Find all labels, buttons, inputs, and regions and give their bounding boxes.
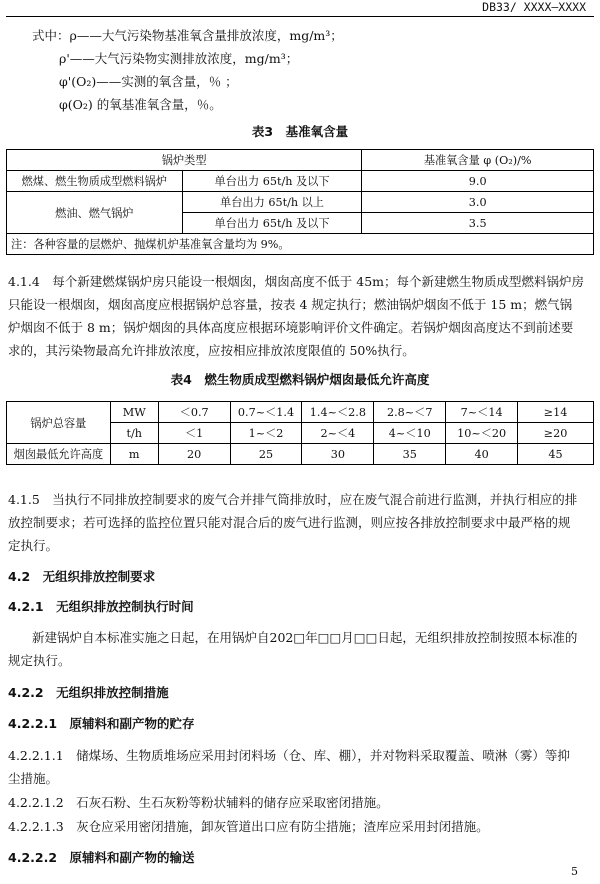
para-4-1-4-line-2: 只能设一根烟囱，烟囱高度应根据锅炉总容量，按表 4 规定执行；燃油锅炉烟囱不低于 15 m；燃气锅: [8, 297, 573, 312]
table3-cell: 燃油、燃气锅炉: [7, 192, 183, 234]
para-4-1-5-line-3: 定执行。: [8, 538, 59, 553]
table4-cell: 0.7~＜1.4: [230, 402, 302, 423]
table3-cell: 单台出力 65t/h 及以下: [182, 171, 362, 192]
formula-note-1: 式中：ρ——大气污染物基准氧含量排放浓度，mg/m³；: [32, 28, 343, 43]
table4: [6, 401, 594, 465]
table3-caption: 表3 基准氧含量: [251, 124, 349, 139]
para-4-1-4-line-4: 求的，其污染物最高允许排放浓度，应按相应排放浓度限值的 50%执行。: [8, 343, 415, 358]
table3-cell: 3.5: [362, 213, 594, 234]
para-4-2-2-1-3: 4.2.2.1.3 灰仓应采用密闭措施，卸灰管道出口应有防尘措施；渣库应采用封闭措施。: [8, 819, 489, 834]
table4-cell: 1.4~＜2.8: [302, 402, 374, 423]
table4-cell: 40: [446, 444, 518, 465]
page-number: 5: [571, 865, 578, 878]
section-4-2-2-2-heading: 4.2.2.2 原辅料和副产物的输送: [8, 850, 195, 865]
table4-unit-th: t/h: [110, 423, 158, 444]
table4-cell: ≥20: [518, 423, 594, 444]
table4-cell: 2~＜4: [302, 423, 374, 444]
table4-cell: 25: [230, 444, 302, 465]
para-4-2-2-1-2: 4.2.2.1.2 石灰石粉、生石灰粉等粉状辅料的储存应采取密闭措施。: [8, 795, 389, 810]
formula-note-4: φ(O₂) 的氧基准氧含量，％。: [59, 97, 222, 112]
table3-cell: 单台出力 65t/h 及以下: [182, 213, 362, 234]
table4-height-label: 烟囱最低允许高度: [7, 444, 111, 465]
table4-cell: 45: [518, 444, 594, 465]
para-4-2-1-line-1: 新建锅炉自本标准实施之日起，在用锅炉自202□年□□月□□日起，无组织排放控制按照本标准的: [32, 630, 578, 645]
table3-cell: 9.0: [362, 171, 594, 192]
table4-cell: 7~＜14: [446, 402, 518, 423]
table4-unit-mw: MW: [110, 402, 158, 423]
table3-cell: 3.0: [362, 192, 594, 213]
table4-cell: 2.8~＜7: [374, 402, 446, 423]
para-4-2-2-1-1-line-2: 尘措施。: [8, 771, 59, 786]
table4-cell: ＜0.7: [158, 402, 230, 423]
section-4-2-2-1-heading: 4.2.2.1 原辅料和副产物的贮存: [8, 716, 195, 731]
table4-caption: 表4 燃生物质成型燃料锅炉烟囱最低允许高度: [170, 372, 430, 387]
table4-cell: ＜1: [158, 423, 230, 444]
header-rule: [6, 16, 594, 17]
table4-unit-m: m: [110, 444, 158, 465]
table4-cell: 1~＜2: [230, 423, 302, 444]
page-header: [0, 0, 600, 16]
table4-capacity-label: 锅炉总容量: [7, 402, 111, 444]
section-4-2-1-heading: 4.2.1 无组织排放控制执行时间: [8, 599, 194, 614]
table3-cell: 燃煤、燃生物质成型燃料锅炉: [7, 171, 183, 192]
table3-head-o2: 基准氧含量 φ (O₂)/%: [362, 150, 594, 171]
para-4-2-2-1-1-line-1: 4.2.2.1.1 储煤场、生物质堆场应采用封闭料场（仓、库、棚），并对物料采取覆盖、喷淋（雾）等抑: [8, 748, 570, 763]
table4-cell: 10~＜20: [446, 423, 518, 444]
table3-cell: 单台出力 65t/h 以上: [182, 192, 362, 213]
para-4-1-4-line-3: 炉烟囱不低于 8 m；锅炉烟囱的具体高度应根据环境影响评价文件确定。若锅炉烟囱高度达不到前述要: [8, 320, 574, 335]
table4-cell: ≥14: [518, 402, 594, 423]
formula-note-2: ρ'——大气污染物实测排放浓度，mg/m³；: [59, 51, 299, 66]
table3-note: 注：各种容量的层燃炉、抛煤机炉基准氧含量均为 9%。: [7, 234, 594, 255]
table4-cell: 4~＜10: [374, 423, 446, 444]
para-4-2-1-line-2: 规定执行。: [8, 653, 71, 668]
section-4-2-heading: 4.2 无组织排放控制要求: [8, 569, 156, 584]
section-4-2-2-heading: 4.2.2 无组织排放控制措施: [8, 685, 169, 700]
para-4-1-5-line-2: 放控制要求；若可选择的监控位置只能对混合后的废气进行监测，则应按各排放控制要求中最严格的规: [8, 515, 571, 530]
formula-note-3: φ'(O₂)——实测的氧含量，％ ；: [59, 74, 238, 89]
table4-cell: 30: [302, 444, 374, 465]
para-4-1-5-line-1: 4.1.5 当执行不同排放控制要求的废气合并排气筒排放时，应在废气混合前进行监测，并执行相应的排: [8, 492, 578, 507]
document-number: DB33/ XXXX—XXXX: [482, 0, 586, 14]
table3-head-type: 锅炉类型: [7, 150, 362, 171]
table4-cell: 20: [158, 444, 230, 465]
table3: [6, 149, 594, 255]
table4-cell: 35: [374, 444, 446, 465]
para-4-1-4-line-1: 4.1.4 每个新建燃煤锅炉房只能设一根烟囱，烟囱高度不低于 45m；每个新建燃生物质成型燃料锅炉房: [8, 274, 585, 289]
